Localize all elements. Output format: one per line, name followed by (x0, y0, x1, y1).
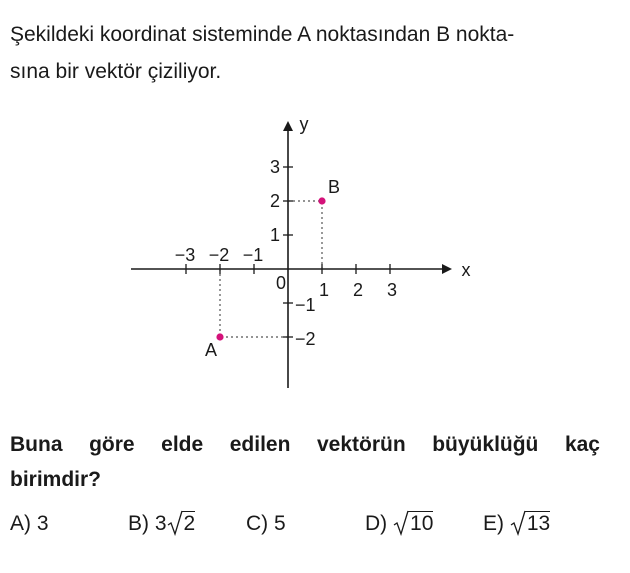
y-tick-label: −1 (295, 295, 316, 315)
question (10, 427, 600, 497)
x-tick-label: −3 (174, 245, 196, 265)
choice-a-letter: A) (10, 512, 31, 535)
choice-d-radicand: 10 (410, 512, 434, 535)
choice-d[interactable] (365, 509, 435, 539)
x-tick-label: 2 (352, 280, 364, 300)
y-tick-label: 3 (269, 157, 280, 177)
y-axis-label: y (299, 114, 309, 134)
choice-c[interactable] (246, 509, 286, 539)
choice-d-letter: D) (365, 512, 388, 535)
origin-label: 0 (275, 273, 287, 293)
x-axis-label: x (461, 260, 471, 280)
x-tick-label: −2 (208, 245, 230, 265)
point-b-label: B (327, 177, 341, 197)
choice-b[interactable] (128, 509, 197, 539)
choice-c-letter: C) (246, 512, 269, 535)
choice-e-letter: E) (483, 512, 504, 535)
y-tick-label: 2 (269, 191, 280, 211)
radical-sign-icon (510, 510, 526, 536)
y-tick-label: −2 (295, 329, 316, 349)
square-root (510, 509, 552, 539)
y-tick-label: 1 (269, 225, 280, 245)
label-group (175, 114, 471, 360)
choice-b-letter: B) (128, 512, 149, 535)
x-tick-label: 3 (386, 280, 398, 300)
radical-sign-icon (167, 510, 183, 536)
choice-a-value: 3 (36, 512, 49, 535)
point-a-label: A (204, 340, 218, 360)
choice-e-radicand: 13 (526, 512, 551, 535)
problem-text-line-1: Şekildeki koordinat sisteminde A noktasından B nokta- (10, 23, 515, 46)
choice-a[interactable] (10, 509, 49, 539)
point-b-dot (318, 197, 325, 204)
x-tick-label: −1 (242, 245, 264, 265)
x-tick-label: 1 (318, 280, 330, 300)
choice-c-value: 5 (274, 512, 286, 535)
question-line-1: Buna göre elde edilen vektörün büyüklüğü kaç (10, 433, 600, 456)
choice-e[interactable] (483, 509, 552, 539)
radical-sign-icon (393, 510, 409, 536)
square-root (167, 509, 198, 539)
problem-text-line-2: sına bir vektör çiziliyor. (10, 60, 222, 83)
choice-b-radicand: 2 (183, 512, 196, 535)
square-root (393, 509, 435, 539)
point-a-dot (216, 333, 223, 340)
choice-b-coefficient: 3 (154, 512, 167, 535)
question-line-2: birimdir? (10, 468, 102, 491)
